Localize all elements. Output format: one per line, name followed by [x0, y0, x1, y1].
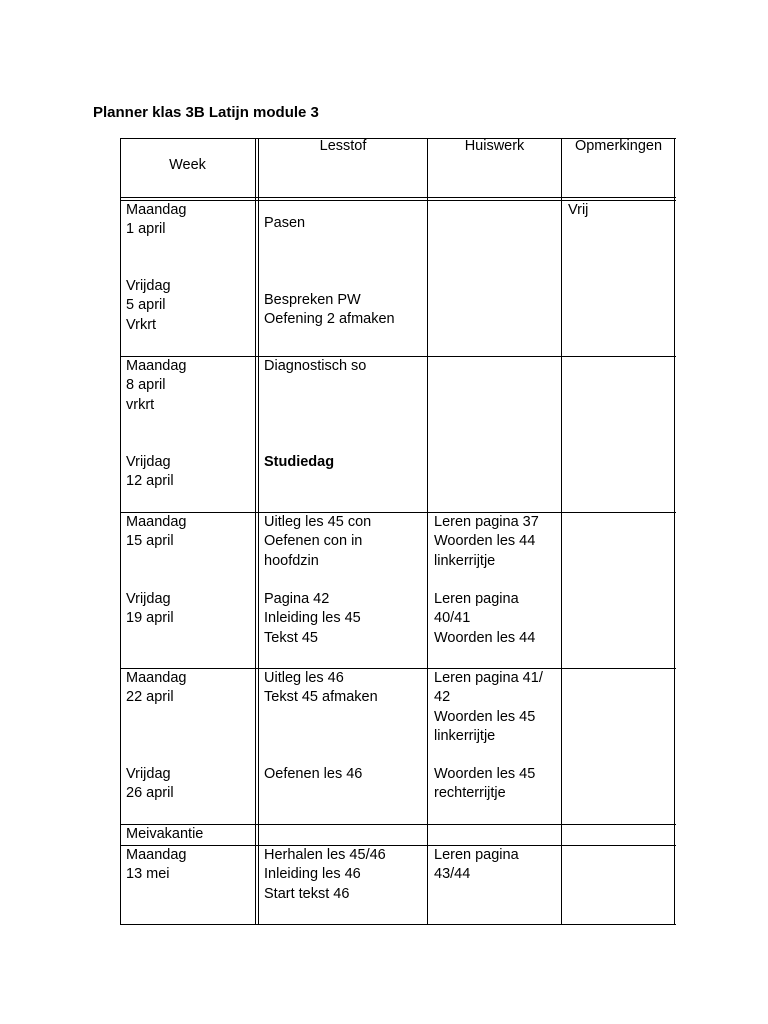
week-line: vrkrt — [126, 396, 155, 413]
huiswerk-cell — [434, 590, 535, 648]
row-divider — [120, 824, 676, 825]
week-cell — [126, 590, 174, 629]
week-cell — [126, 453, 174, 492]
huiswerk-line: Leren pagina 37 — [434, 514, 539, 530]
column-divider — [561, 138, 562, 925]
lesstof-cell — [264, 214, 305, 233]
huiswerk-line: 43/44 — [434, 866, 471, 883]
header-rule — [120, 197, 676, 198]
lesstof-cell — [264, 765, 362, 784]
header-rule — [120, 200, 676, 201]
huiswerk-line: Woorden les 45 — [434, 708, 536, 725]
week-line: 15 april — [126, 533, 174, 550]
lesstof-line: Inleiding les 46 — [264, 866, 361, 883]
week-line: Maandag — [126, 358, 187, 374]
huiswerk-line: Woorden les 45 — [434, 766, 536, 782]
lesstof-cell — [264, 590, 361, 648]
opmerkingen-line: Vrij — [568, 202, 589, 218]
week-cell — [126, 765, 174, 804]
week-line: Maandag — [126, 514, 187, 530]
header-opmerkingen: Opmerkingen — [574, 138, 663, 154]
week-line: 12 april — [126, 473, 174, 490]
lesstof-line: Herhalen les 45/46 — [264, 847, 386, 863]
week-cell — [126, 846, 186, 885]
row-divider — [120, 512, 676, 513]
lesstof-line: Tekst 45 — [264, 629, 318, 646]
week-line: Vrijdag — [126, 454, 171, 470]
lesstof-cell — [264, 291, 395, 330]
lesstof-line: Uitleg les 45 con — [264, 514, 372, 530]
lesstof-line: Oefenen les 46 — [264, 766, 363, 782]
header-huiswerk: Huiswerk — [464, 138, 525, 154]
table-border-left — [120, 138, 121, 925]
week-line: Maandag — [126, 202, 187, 218]
lesstof-line: Uitleg les 46 — [264, 670, 344, 686]
huiswerk-line: Leren pagina 41/ — [434, 670, 543, 686]
opmerkingen-cell — [568, 201, 588, 220]
row-divider — [120, 356, 676, 357]
week-line: Maandag — [126, 670, 187, 686]
row-divider — [120, 668, 676, 669]
week-line: Vrkrt — [126, 316, 157, 333]
lesstof-line: Oefening 2 afmaken — [264, 311, 395, 328]
week-line: 5 april — [126, 297, 166, 314]
huiswerk-cell — [434, 765, 535, 804]
lesstof-line: Bespreken PW — [264, 292, 361, 308]
lesstof-line: Diagnostisch so — [264, 358, 367, 374]
huiswerk-line: 40/41 — [434, 610, 471, 627]
week-cell — [126, 513, 186, 552]
lesstof-line: Pasen — [264, 215, 306, 231]
week-cell — [126, 201, 186, 240]
week-line: Vrijdag — [126, 591, 171, 607]
week-line: 22 april — [126, 689, 174, 706]
week-line: 1 april — [126, 221, 166, 238]
lesstof-line: Inleiding les 45 — [264, 610, 361, 627]
table-border-bottom — [120, 924, 676, 925]
huiswerk-line: linkerrijtje — [434, 728, 496, 745]
lesstof-cell — [264, 357, 366, 376]
week-line: Vrijdag — [126, 278, 171, 294]
huiswerk-line: Woorden les 44 — [434, 533, 536, 550]
huiswerk-cell — [434, 846, 519, 885]
week-line: 19 april — [126, 610, 174, 627]
week-line: 13 mei — [126, 866, 170, 883]
planner-table — [120, 138, 676, 926]
lesstof-line: Start tekst 46 — [264, 885, 350, 902]
week-cell — [126, 357, 186, 415]
week-line: Meivakantie — [126, 826, 204, 842]
huiswerk-line: linkerrijtje — [434, 552, 496, 569]
row-divider — [120, 845, 676, 846]
huiswerk-cell — [434, 669, 543, 747]
week-line: 8 april — [126, 377, 166, 394]
huiswerk-line: Leren pagina — [434, 847, 519, 863]
lesstof-line-studiedag: Studiedag — [264, 454, 335, 470]
header-lesstof: Lesstof — [319, 138, 367, 154]
week-line: 26 april — [126, 785, 174, 802]
week-line: Maandag — [126, 847, 187, 863]
huiswerk-line: Woorden les 44 — [434, 629, 536, 646]
document-title: Planner klas 3B Latijn module 3 — [93, 104, 319, 121]
lesstof-cell — [264, 453, 334, 472]
lesstof-line: Tekst 45 afmaken — [264, 689, 378, 706]
lesstof-line: Pagina 42 — [264, 591, 330, 607]
huiswerk-line: rechterrijtje — [434, 785, 506, 802]
lesstof-line: Oefenen con in — [264, 533, 363, 550]
week-line: Vrijdag — [126, 766, 171, 782]
huiswerk-line: Leren pagina — [434, 591, 519, 607]
table-border-right — [674, 138, 675, 925]
week-cell — [126, 669, 186, 708]
week-cell — [126, 825, 203, 844]
huiswerk-cell — [434, 513, 539, 571]
week-cell — [126, 277, 171, 335]
header-week: Week — [169, 157, 206, 173]
column-divider — [427, 138, 428, 925]
week-column-rule — [258, 138, 259, 925]
lesstof-line: hoofdzin — [264, 552, 319, 569]
lesstof-cell — [264, 669, 378, 708]
week-column-rule — [255, 138, 256, 925]
huiswerk-line: 42 — [434, 689, 451, 706]
lesstof-cell — [264, 513, 371, 571]
lesstof-cell — [264, 846, 386, 904]
